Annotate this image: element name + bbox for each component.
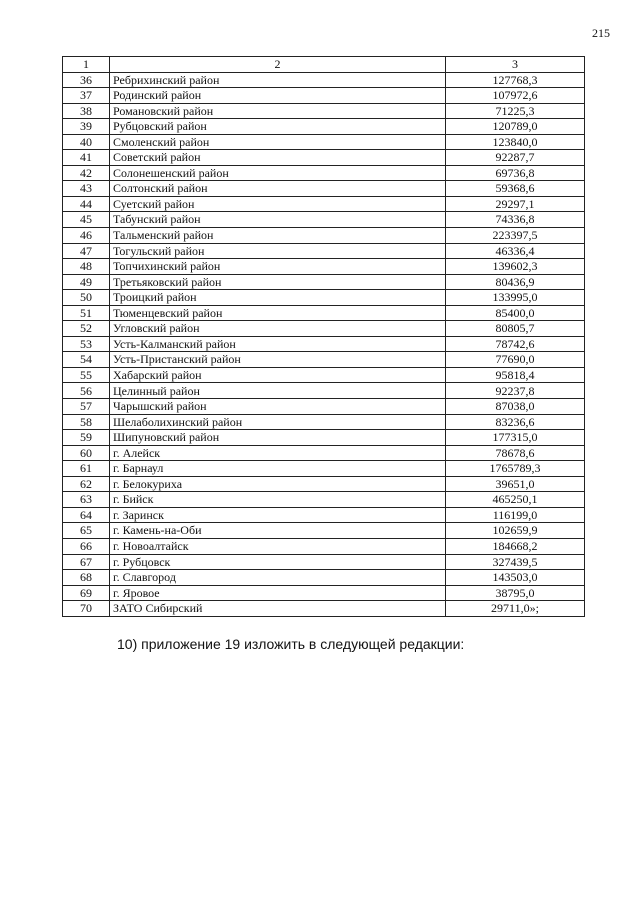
district-name: Табунский район [110, 212, 446, 228]
table-row [63, 88, 585, 104]
allocation-value: 223397,5 [446, 228, 585, 244]
table-header-row [63, 57, 585, 73]
district-name: Советский район [110, 150, 446, 166]
allocation-value: 92237,8 [446, 383, 585, 399]
table-row [63, 445, 585, 461]
district-name: Шелаболихинский район [110, 414, 446, 430]
row-number: 58 [63, 414, 110, 430]
table-row [63, 290, 585, 306]
row-number: 68 [63, 570, 110, 586]
table-body [63, 72, 585, 616]
district-name: Топчихинский район [110, 259, 446, 275]
district-name: Родинский район [110, 88, 446, 104]
district-name: Тальменский район [110, 228, 446, 244]
allocation-value: 120789,0 [446, 119, 585, 135]
table-row [63, 414, 585, 430]
district-name: Усть-Пристанский район [110, 352, 446, 368]
row-number: 64 [63, 507, 110, 523]
table-row [63, 274, 585, 290]
district-name: Романовский район [110, 103, 446, 119]
row-number: 37 [63, 88, 110, 104]
table-row [63, 601, 585, 617]
row-number: 60 [63, 445, 110, 461]
row-number: 67 [63, 554, 110, 570]
district-name: г. Яровое [110, 585, 446, 601]
district-name: Тюменцевский район [110, 305, 446, 321]
allocation-value: 85400,0 [446, 305, 585, 321]
allocation-value: 87038,0 [446, 399, 585, 415]
row-number: 47 [63, 243, 110, 259]
table-row [63, 103, 585, 119]
table-row [63, 383, 585, 399]
allocation-value: 59368,6 [446, 181, 585, 197]
district-name: Тогульский район [110, 243, 446, 259]
table-row [63, 181, 585, 197]
allocation-value: 327439,5 [446, 554, 585, 570]
allocation-value: 107972,6 [446, 88, 585, 104]
district-name: г. Алейск [110, 445, 446, 461]
table-row [63, 461, 585, 477]
district-name: Чарышский район [110, 399, 446, 415]
allocation-table [62, 56, 585, 617]
district-name: г. Заринск [110, 507, 446, 523]
allocation-value: 69736,8 [446, 165, 585, 181]
table-row [63, 196, 585, 212]
table-row [63, 72, 585, 88]
district-name: Рубцовский район [110, 119, 446, 135]
row-number: 36 [63, 72, 110, 88]
table-row [63, 243, 585, 259]
district-name: г. Славгород [110, 570, 446, 586]
row-number: 54 [63, 352, 110, 368]
district-name: Солтонский район [110, 181, 446, 197]
allocation-value: 78742,6 [446, 336, 585, 352]
district-name: Хабарский район [110, 367, 446, 383]
column-header-name: 2 [110, 57, 446, 73]
district-name: ЗАТО Сибирский [110, 601, 446, 617]
table-row [63, 585, 585, 601]
district-name: Солонешенский район [110, 165, 446, 181]
table-row [63, 119, 585, 135]
allocation-value: 80436,9 [446, 274, 585, 290]
row-number: 40 [63, 134, 110, 150]
row-number: 61 [63, 461, 110, 477]
allocation-value: 78678,6 [446, 445, 585, 461]
district-name: г. Белокуриха [110, 476, 446, 492]
allocation-value: 1765789,3 [446, 461, 585, 477]
row-number: 52 [63, 321, 110, 337]
district-name: Усть-Калманский район [110, 336, 446, 352]
table-row [63, 523, 585, 539]
allocation-value: 133995,0 [446, 290, 585, 306]
allocation-value: 71225,3 [446, 103, 585, 119]
row-number: 69 [63, 585, 110, 601]
allocation-value: 29297,1 [446, 196, 585, 212]
allocation-value: 143503,0 [446, 570, 585, 586]
allocation-value: 80805,7 [446, 321, 585, 337]
allocation-value: 29711,0»; [446, 601, 585, 617]
allocation-value: 465250,1 [446, 492, 585, 508]
table-row [63, 150, 585, 166]
allocation-value: 95818,4 [446, 367, 585, 383]
allocation-value: 77690,0 [446, 352, 585, 368]
table-row [63, 538, 585, 554]
row-number: 66 [63, 538, 110, 554]
table-row [63, 352, 585, 368]
row-number: 38 [63, 103, 110, 119]
row-number: 57 [63, 399, 110, 415]
table-row [63, 165, 585, 181]
allocation-value: 184668,2 [446, 538, 585, 554]
table-row [63, 476, 585, 492]
table-row [63, 570, 585, 586]
district-name: Угловский район [110, 321, 446, 337]
table-row [63, 336, 585, 352]
page-number: 215 [592, 26, 610, 40]
row-number: 44 [63, 196, 110, 212]
allocation-value: 38795,0 [446, 585, 585, 601]
allocation-value: 116199,0 [446, 507, 585, 523]
allocation-value: 92287,7 [446, 150, 585, 166]
allocation-value: 102659,9 [446, 523, 585, 539]
row-number: 49 [63, 274, 110, 290]
table-row [63, 321, 585, 337]
instruction-text: 10) приложение 19 изложить в следующей редакции: [117, 636, 465, 652]
row-number: 63 [63, 492, 110, 508]
table-row [63, 399, 585, 415]
column-header-value: 3 [446, 57, 585, 73]
district-name: г. Рубцовск [110, 554, 446, 570]
district-name: Суетский район [110, 196, 446, 212]
table-row [63, 507, 585, 523]
table-row [63, 134, 585, 150]
district-name: г. Бийск [110, 492, 446, 508]
table-row [63, 212, 585, 228]
row-number: 41 [63, 150, 110, 166]
district-name: Шипуновский район [110, 430, 446, 446]
table-row [63, 259, 585, 275]
district-name: Ребрихинский район [110, 72, 446, 88]
table-row [63, 430, 585, 446]
district-name: Смоленский район [110, 134, 446, 150]
table-row [63, 367, 585, 383]
row-number: 45 [63, 212, 110, 228]
row-number: 55 [63, 367, 110, 383]
allocation-value: 83236,6 [446, 414, 585, 430]
row-number: 48 [63, 259, 110, 275]
row-number: 42 [63, 165, 110, 181]
district-name: Троицкий район [110, 290, 446, 306]
row-number: 43 [63, 181, 110, 197]
allocation-value: 139602,3 [446, 259, 585, 275]
row-number: 70 [63, 601, 110, 617]
allocation-value: 46336,4 [446, 243, 585, 259]
district-name: г. Барнаул [110, 461, 446, 477]
row-number: 56 [63, 383, 110, 399]
row-number: 50 [63, 290, 110, 306]
district-name: г. Камень-на-Оби [110, 523, 446, 539]
table-row [63, 554, 585, 570]
row-number: 65 [63, 523, 110, 539]
column-header-number: 1 [63, 57, 110, 73]
allocation-value: 123840,0 [446, 134, 585, 150]
row-number: 46 [63, 228, 110, 244]
table-row [63, 492, 585, 508]
row-number: 59 [63, 430, 110, 446]
allocation-value: 39651,0 [446, 476, 585, 492]
allocation-value: 177315,0 [446, 430, 585, 446]
row-number: 39 [63, 119, 110, 135]
table-row [63, 305, 585, 321]
row-number: 51 [63, 305, 110, 321]
district-name: Третьяковский район [110, 274, 446, 290]
row-number: 62 [63, 476, 110, 492]
allocation-value: 127768,3 [446, 72, 585, 88]
table-row [63, 228, 585, 244]
district-name: г. Новоалтайск [110, 538, 446, 554]
district-name: Целинный район [110, 383, 446, 399]
allocation-value: 74336,8 [446, 212, 585, 228]
row-number: 53 [63, 336, 110, 352]
